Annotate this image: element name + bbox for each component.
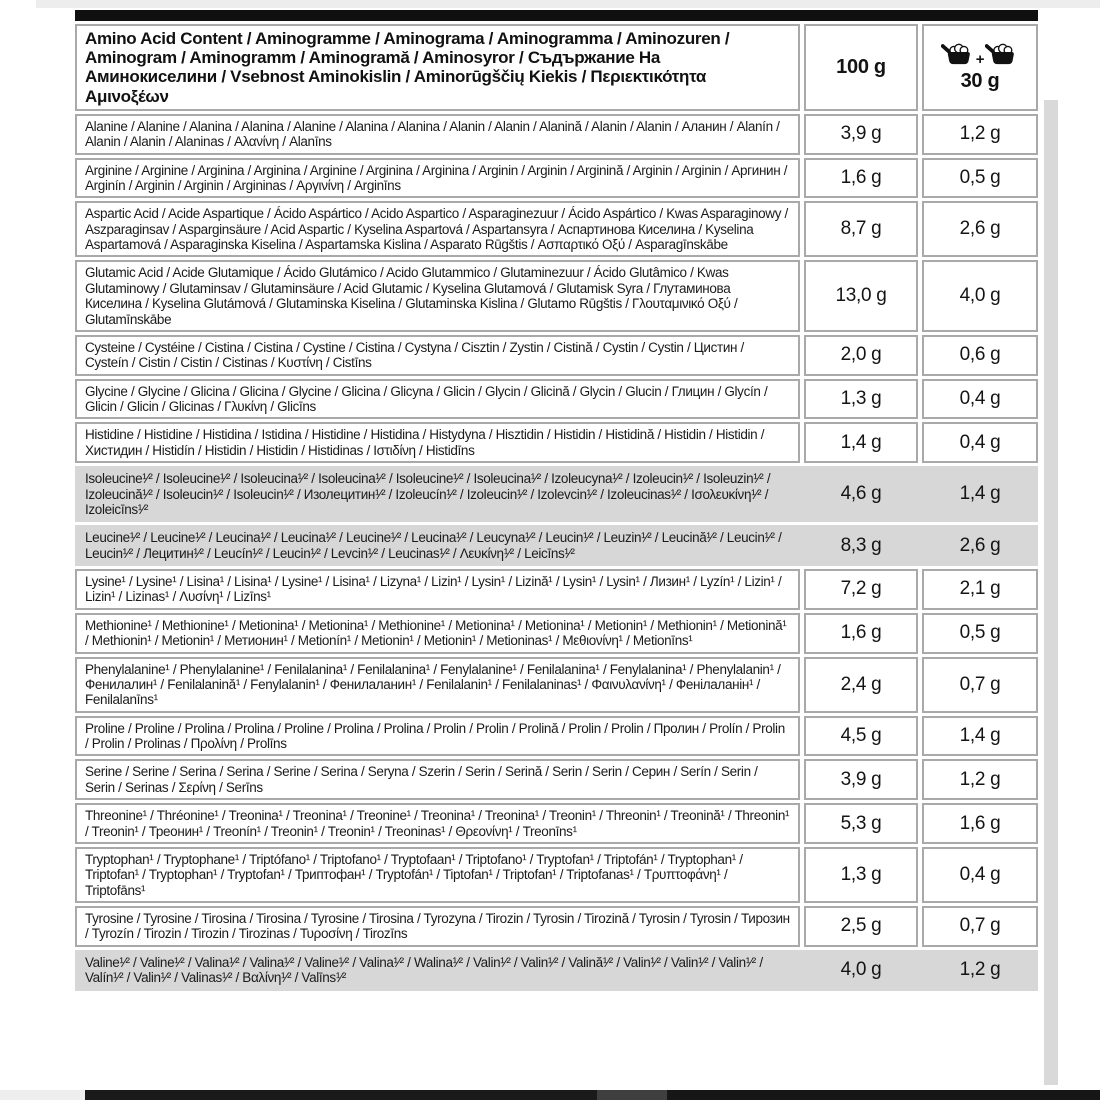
value-per-serving: 1,2 g [922, 759, 1038, 800]
amino-acid-names: Arginine / Arginine / Arginina / Arginina / Arginine / Arginina / Arginina / Arginin / Arginin / Arginină / Arginin / Arginin / Аргинин / Arginín / Arginin / Arginin / Argininas / Αργινίνη / Arginīns [75, 158, 800, 199]
table-row [75, 803, 1038, 844]
table-row [75, 847, 1038, 903]
strip-segment [85, 1090, 597, 1100]
table-row [75, 716, 1038, 757]
strip-segment [597, 1090, 667, 1100]
amino-acid-names: Lysine¹ / Lysine¹ / Lisina¹ / Lisina¹ / Lysine¹ / Lisina¹ / Lizyna¹ / Lizin¹ / Lysin¹ / Lizină¹ / Lysin¹ / Lysin¹ / Лизин¹ / Lyzín¹ / Lizin¹ / Lizin¹ / Lizinas¹ / Λυσίνη¹ / Lizīns¹ [75, 569, 800, 610]
value-per-serving: 2,6 g [922, 201, 1038, 257]
amino-acid-names: Proline / Proline / Prolina / Prolina / Proline / Prolina / Prolina / Prolin / Prolin / Prolină / Prolin / Prolin / Пролин / Prolín / Prolin / Prolin / Prolinas / Προλίνη / Prolīns [75, 716, 800, 757]
table-row [75, 201, 1038, 257]
header-title: Amino Acid Content / Aminogramme / Aminograma / Aminogramma / Aminozuren / Aminogram / Aminogramm / Aminogramă / Aminosyror / Съдържание На Аминокиселини / Vsebnost Aminokislin / Aminorūgščių Kiekis / Περιεκτικότητα Αμινοξέων [75, 24, 800, 111]
header-col-100g: 100 g [804, 24, 918, 111]
table-row [75, 335, 1038, 376]
value-per-serving: 0,6 g [922, 335, 1038, 376]
amino-acid-names: Isoleucine¹⁄² / Isoleucine¹⁄² / Isoleucina¹⁄² / Isoleucina¹⁄² / Isoleucine¹⁄² / Isoleucina¹⁄² / Izoleucyna¹⁄² / Izoleucin¹⁄² / Isoleuzin¹⁄² / Izoleucină¹⁄² / Isoleucin¹⁄² / Isoleucin¹⁄² / Изолецитин¹⁄² / Izoleucín¹⁄² / Izoleucin¹⁄² / Izolevcin¹⁄² / Izoleucinas¹⁄² / Ισολευκίνη¹⁄² / Izoleicīns¹⁄² [85, 471, 771, 517]
value-per-serving: 1,6 g [922, 803, 1038, 844]
table-row [75, 379, 1038, 420]
value-per-100g: 2,0 g [804, 335, 918, 376]
value-per-100g: 3,9 g [804, 759, 918, 800]
value-per-serving: 0,5 g [922, 158, 1038, 199]
value-per-100g: 5,3 g [804, 803, 918, 844]
value-per-100g: 1,6 g [804, 613, 918, 654]
strip-segment [667, 1090, 1100, 1100]
value-per-serving: 0,4 g [922, 379, 1038, 420]
value-per-serving: 0,4 g [922, 422, 1038, 463]
table-row [75, 422, 1038, 463]
amino-acid-names: Alanine / Alanine / Alanina / Alanina / Alanine / Alanina / Alanina / Alanin / Alanin / Alanină / Alanin / Alanin / Аланин / Alanín / Alanin / Alanin / Alaninas / Αλανίνη / Alanīns [75, 114, 800, 155]
amino-acid-names: Aspartic Acid / Acide Aspartique / Ácido Aspártico / Acido Aspartico / Asparaginezuur / Ácido Aspártico / Kwas Asparaginowy / Aszparaginsav / Asparginsäure / Acid Aspartic / Kyselina Aspartová / Aspartansyra / Аспартинова Киселина / Kyselina Aspartamová / Asparaginska Kiselina / Aspartamska Kislina / Asparato Rūgštis / Ασπαρτικό Οξύ / Asparagīnskābe [75, 201, 800, 257]
amino-acid-names: Tryptophan¹ / Tryptophane¹ / Triptófano¹ / Triptofano¹ / Tryptofaan¹ / Triptofano¹ / Tryptofan¹ / Triptofán¹ / Tryptophan¹ / Triptofan¹ / Tryptophan¹ / Tryptofan¹ / Триптофан¹ / Tryptofán¹ / Tiptofan¹ / Triptofan¹ / Triptofanas¹ / Τρυπτοφάνη¹ / Triptofāns¹ [75, 847, 800, 903]
amino-acid-names: Serine / Serine / Serina / Serina / Serine / Serina / Seryna / Szerin / Serin / Serină / Serin / Serin / Серин / Serín / Serin / Serin / Serinas / Σερίνη / Serīns [75, 759, 800, 800]
value-per-100g: 1,3 g [804, 379, 918, 420]
table-row [75, 158, 1038, 199]
table-row [75, 114, 1038, 155]
value-per-100g: 4,5 g [804, 716, 918, 757]
value-per-100g: 4,6 g [840, 483, 882, 505]
value-per-100g: 1,4 g [804, 422, 918, 463]
value-per-100g: 8,7 g [804, 201, 918, 257]
value-per-100g: 2,5 g [804, 906, 918, 947]
top-black-bar [75, 10, 1038, 21]
value-per-serving: 4,0 g [922, 260, 1038, 332]
amino-acid-names: Valine¹⁄² / Valine¹⁄² / Valina¹⁄² / Valina¹⁄² / Valine¹⁄² / Valina¹⁄² / Walina¹⁄² / Valin¹⁄² / Valin¹⁄² / Valină¹⁄² / Valin¹⁄² / Valin¹⁄² / Valin¹⁄² / Valín¹⁄² / Valin¹⁄² / Valinas¹⁄² / Βαλίνη¹⁄² / Valīns¹⁄² [85, 954, 763, 986]
bottom-package-strip [0, 1090, 1100, 1100]
value-per-serving: 2,6 g [959, 534, 1001, 556]
value-per-serving: 2,1 g [922, 569, 1038, 610]
serving-scoops [941, 42, 1019, 73]
header-col-serving [922, 24, 1038, 111]
value-per-100g: 7,2 g [804, 569, 918, 610]
table-row [75, 466, 1038, 522]
amino-acid-names: Glutamic Acid / Acide Glutamique / Ácido Glutámico / Acido Glutammico / Glutaminezuur / Ácido Glutâmico / Kwas Glutaminowy / Glutaminsav / Glutaminsäure / Acid Glutamic / Kyselina Glutamová / Glutamisk Syra / Глутаминова Киселина / Kyselina Glutámová / Glutaminska Kiselina / Glutaminska Kislina / Glutamo Rūgštis / Γλουταμινικό Οξύ / Glutamīnskābe [75, 260, 800, 332]
value-per-serving: 0,7 g [922, 906, 1038, 947]
value-per-100g: 1,3 g [804, 847, 918, 903]
amino-acid-names: Leucine¹⁄² / Leucine¹⁄² / Leucina¹⁄² / Leucina¹⁄² / Leucine¹⁄² / Leucina¹⁄² / Leucyna¹⁄² / Leucin¹⁄² / Leuzin¹⁄² / Leucină¹⁄² / Leucin¹⁄² / Leucin¹⁄² / Лецитин¹⁄² / Leucín¹⁄² / Leucin¹⁄² / Levcin¹⁄² / Leucinas¹⁄² / Λευκίνη¹⁄² / Leicīns¹⁄² [85, 530, 782, 561]
amino-acid-names: Cysteine / Cystéine / Cistina / Cistina / Cystine / Cistina / Cystyna / Cisztin / Zystin / Cistină / Cystin / Cystin / Цистин / Cysteín / Cistin / Cistin / Cistinas / Κυστίνη / Cistīns [75, 335, 800, 376]
value-per-100g: 13,0 g [804, 260, 918, 332]
value-per-100g: 8,3 g [840, 534, 882, 556]
value-per-serving: 0,7 g [922, 657, 1038, 713]
amino-acid-names: Histidine / Histidine / Histidina / Istidina / Histidine / Histidina / Histydyna / Hisztidin / Histidin / Histidină / Histidin / Histidin / Хистидин / Histidín / Histidin / Histidin / Histidinas / Ιστιδίνη / Histidīns [75, 422, 800, 463]
table-row [75, 657, 1038, 713]
amino-acid-names: Phenylalanine¹ / Phenylalanine¹ / Fenilalanina¹ / Fenilalanina¹ / Fenylalanine¹ / Fenilalanina¹ / Fenylalanina¹ / Phenylalanin¹ / Фенилалин¹ / Fenilalanină¹ / Fenylalanin¹ / Фенилаланин¹ / Fenilalanin¹ / Fenilalaninas¹ / Φαινυλανίνη¹ / Фенілаланін¹ / Fenilalanīns¹ [75, 657, 800, 713]
header-serving-amount: 30 g [960, 69, 1000, 92]
value-per-serving: 1,4 g [959, 483, 1001, 505]
table-header-row [75, 24, 1038, 111]
label-right-edge [1044, 100, 1058, 1085]
value-per-100g: 3,9 g [804, 114, 918, 155]
scoop-icon [985, 42, 1019, 73]
table-row [75, 759, 1038, 800]
table-row [75, 525, 1038, 566]
scoop-icon [941, 42, 975, 73]
amino-table [75, 24, 1038, 991]
value-per-100g: 2,4 g [804, 657, 918, 713]
amino-acid-label [75, 10, 1038, 991]
value-per-serving: 0,5 g [922, 613, 1038, 654]
amino-acid-names: Threonine¹ / Thréonine¹ / Treonina¹ / Treonina¹ / Treonine¹ / Treonina¹ / Treonina¹ / Treonin¹ / Threonin¹ / Treonină¹ / Threonin¹ / Treonin¹ / Треонин¹ / Treonín¹ / Treonin¹ / Treonin¹ / Treoninas¹ / Θρεονίνη¹ / Treonīns¹ [75, 803, 800, 844]
amino-acid-names: Glycine / Glycine / Glicina / Glicina / Glycine / Glicina / Glicyna / Glicin / Glycin / Glicină / Glycin / Glucin / Глицин / Glycín / Glicin / Glicin / Glicinas / Γλυκίνη / Glicīns [75, 379, 800, 420]
value-per-serving: 0,4 g [922, 847, 1038, 903]
plus-sign: + [975, 50, 985, 68]
table-row [75, 569, 1038, 610]
table-row [75, 950, 1038, 991]
value-per-serving: 1,2 g [922, 114, 1038, 155]
value-per-100g: 1,6 g [804, 158, 918, 199]
value-per-serving: 1,4 g [922, 716, 1038, 757]
label-top-edge [36, 0, 1100, 8]
value-per-serving: 1,2 g [959, 959, 1001, 981]
table-row [75, 613, 1038, 654]
amino-acid-names: Tyrosine / Tyrosine / Tirosina / Tirosina / Tyrosine / Tirosina / Tyrozyna / Tirozin / Tyrosin / Tirozină / Tyrosin / Tyrosin / Тирозин / Tyrozín / Tirozin / Tirozin / Tirozinas / Τυροσίνη / Tirozīns [75, 906, 800, 947]
amino-acid-names: Methionine¹ / Methionine¹ / Metionina¹ / Metionina¹ / Methionine¹ / Metionina¹ / Metionina¹ / Metionin¹ / Methionin¹ / Metionină¹ / Methionin¹ / Metionin¹ / Метионин¹ / Metionín¹ / Metionin¹ / Metionin¹ / Metioninas¹ / Μεθιονίνη¹ / Metionīns¹ [75, 613, 800, 654]
value-per-100g: 4,0 g [840, 959, 882, 981]
table-row [75, 906, 1038, 947]
strip-segment [0, 1090, 85, 1100]
table-row [75, 260, 1038, 332]
